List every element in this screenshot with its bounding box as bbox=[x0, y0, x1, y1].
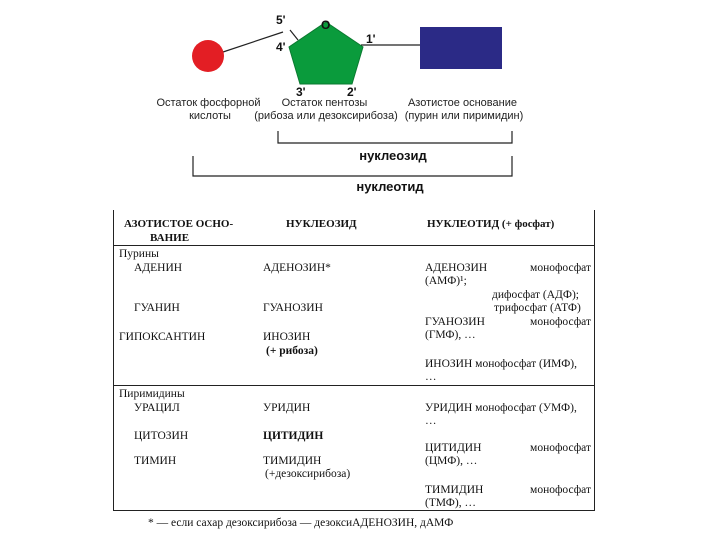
nucleoside-label: нуклеозид bbox=[359, 148, 427, 163]
row-adenosine-di: дифосфат (АДФ); bbox=[492, 289, 579, 301]
carbon-3-label: 3' bbox=[296, 85, 306, 99]
row-adenine: АДЕНИН bbox=[134, 262, 183, 274]
carbon-5-label: 5' bbox=[276, 13, 286, 27]
row-cytosine: ЦИТОЗИН bbox=[134, 430, 189, 442]
row-guanosine-mono-cont: (ГМФ), … bbox=[425, 329, 476, 341]
row-guanosine: ГУАНОЗИН bbox=[263, 302, 323, 314]
purines-divider bbox=[114, 385, 594, 386]
header-base-cont: ВАНИЕ bbox=[150, 232, 190, 244]
ring-oxygen-label: O bbox=[321, 18, 331, 32]
row-inosine-mono: ИНОЗИН монофосфат (ИМФ), bbox=[425, 358, 577, 370]
header-nucleoside: НУКЛЕОЗИД bbox=[286, 218, 357, 230]
row-uridine: УРИДИН bbox=[263, 402, 311, 414]
nucleotide-label: нуклеотид bbox=[356, 179, 424, 194]
row-thymidine-mono-cont: (ТМФ), … bbox=[425, 497, 476, 509]
row-cytidine-mono-cont: (ЦМФ), … bbox=[425, 455, 478, 467]
nucleotide-table bbox=[113, 210, 595, 511]
row-inosine-note: (+ рибоза) bbox=[266, 345, 318, 357]
carbon-4-label: 4' bbox=[276, 40, 286, 54]
row-uridine-mono-cont: … bbox=[425, 415, 437, 427]
pentose-label: Остаток пентозы (рибоза или дезоксирибоза) bbox=[254, 97, 398, 122]
row-inosine: ИНОЗИН bbox=[263, 331, 311, 343]
row-adenosine-tri: трифосфат (АТФ) bbox=[494, 302, 581, 314]
row-cytidine-mono: ЦИТИДИН монофосфат bbox=[425, 442, 591, 454]
nucleotide-structure-diagram bbox=[0, 0, 720, 200]
phosphate-label: Остаток фосфорной кислоты bbox=[156, 97, 261, 122]
phosphate-circle bbox=[192, 40, 224, 72]
nucleotide-bracket bbox=[193, 156, 512, 176]
row-adenosine-mono: АДЕНОЗИН монофосфат bbox=[425, 262, 591, 274]
footnote: * — если сахар дезоксирибоза — дезоксиАДЕНОЗИН, дАМФ bbox=[148, 517, 454, 529]
carbon-2-label: 2' bbox=[347, 85, 357, 99]
row-uridine-mono: УРИДИН монофосфат (УМФ), bbox=[425, 402, 577, 414]
header-divider bbox=[114, 245, 594, 246]
row-thymidine-mono: ТИМИДИН монофосфат bbox=[425, 484, 591, 496]
row-inosine-mono-cont: … bbox=[425, 371, 437, 383]
row-hypoxanthine: ГИПОКСАНТИН bbox=[119, 331, 206, 343]
base-label: Азотистое основание (пурин или пиримидин) bbox=[404, 97, 524, 122]
row-guanosine-mono: ГУАНОЗИН монофосфат bbox=[425, 316, 591, 328]
base-rectangle bbox=[420, 27, 502, 69]
nucleoside-bracket bbox=[278, 131, 512, 143]
purines-title: Пурины bbox=[119, 248, 159, 260]
pyrimidines-title: Пиримидины bbox=[119, 388, 185, 400]
row-adenosine-mono-cont: (АМФ)¹; bbox=[425, 275, 467, 287]
row-thymine: ТИМИН bbox=[134, 455, 177, 467]
header-base: АЗОТИСТОЕ ОСНО- bbox=[124, 218, 234, 230]
c5-to-c4-line bbox=[290, 30, 298, 40]
row-thymidine-note: (+дезоксирибоза) bbox=[265, 468, 351, 480]
row-thymidine: ТИМИДИН bbox=[263, 455, 322, 467]
row-cytidine: ЦИТИДИН bbox=[263, 430, 324, 442]
carbon-1-label: 1' bbox=[366, 32, 376, 46]
row-uracil: УРАЦИЛ bbox=[134, 402, 180, 414]
phosphate-bond-line bbox=[220, 32, 283, 53]
row-adenosine: АДЕНОЗИН* bbox=[263, 262, 331, 274]
row-guanine: ГУАНИН bbox=[134, 302, 180, 314]
header-nucleotide: НУКЛЕОТИД (+ фосфат) bbox=[427, 218, 555, 230]
